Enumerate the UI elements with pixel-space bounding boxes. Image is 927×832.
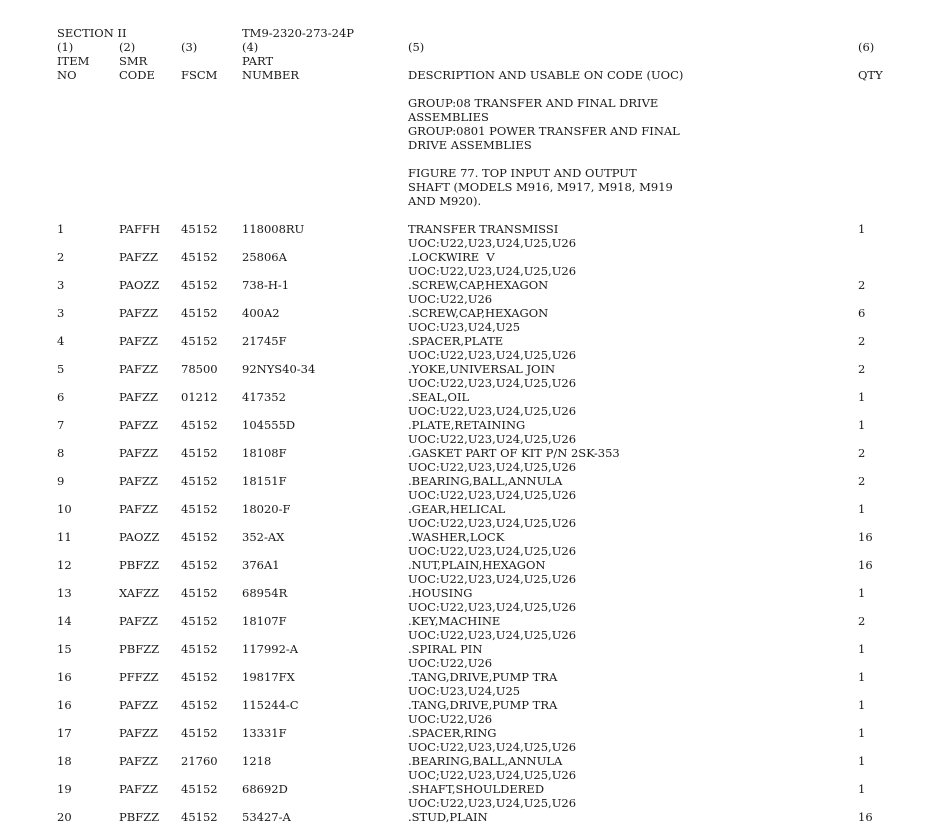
quantity: 1 (858, 222, 866, 236)
quantity: 1 (858, 390, 866, 404)
usable-on-code: UOC:U22,U26 (408, 712, 493, 726)
quantity: 2 (858, 334, 866, 348)
part-description: TRANSFER TRANSMISSI (408, 222, 559, 236)
usable-on-code: UOC:U22,U26 (408, 656, 493, 670)
smr-code: PBFZZ (119, 810, 160, 824)
fscm-code: 21760 (181, 754, 218, 768)
col-num-part: (4) (242, 40, 259, 54)
usable-on-code: UOC:U22,U23,U24,U25,U26 (408, 460, 577, 474)
quantity: 1 (858, 754, 866, 768)
usable-on-code: UOC;U22,U23,U24,U25,U26 (408, 768, 577, 782)
usable-on-code: UOC:U22,U23,U24,U25,U26 (408, 236, 577, 250)
part-number: 117992-A (242, 642, 299, 656)
fscm-code: 45152 (181, 446, 218, 460)
col-num-qty: (6) (858, 40, 875, 54)
usable-on-code: UOC:U23,U24,U25 (408, 320, 521, 334)
fscm-code: 45152 (181, 306, 218, 320)
col-num-item: (1) (57, 40, 74, 54)
part-description: .HOUSING (408, 586, 473, 600)
part-description: .YOKE,UNIVERSAL JOIN (408, 362, 556, 376)
col-head-part-number: NUMBER (242, 68, 300, 82)
quantity: 1 (858, 586, 866, 600)
smr-code: PAFZZ (119, 250, 158, 264)
part-number: 25806A (242, 250, 287, 264)
fscm-code: 45152 (181, 530, 218, 544)
part-description: .KEY,MACHINE (408, 614, 501, 628)
item-number: 8 (57, 446, 65, 460)
smr-code: PAFZZ (119, 306, 158, 320)
fscm-code: 45152 (181, 642, 218, 656)
fscm-code: 45152 (181, 278, 218, 292)
col-head-part: PART (242, 54, 274, 68)
item-number: 16 (57, 698, 72, 712)
usable-on-code: UOC:U22,U23,U24,U25,U26 (408, 516, 577, 530)
usable-on-code: UOC:U23,U24,U25 (408, 684, 521, 698)
part-description: .SCREW,CAP,HEXAGON (408, 306, 549, 320)
quantity: 6 (858, 306, 866, 320)
smr-code: PAFZZ (119, 390, 158, 404)
quantity: 16 (858, 530, 873, 544)
fscm-code: 45152 (181, 586, 218, 600)
part-number: 18108F (242, 446, 287, 460)
fscm-code: 45152 (181, 334, 218, 348)
part-number: 400A2 (242, 306, 280, 320)
part-number: 417352 (242, 390, 286, 404)
part-description: .BEARING,BALL,ANNULA (408, 754, 563, 768)
item-number: 15 (57, 642, 72, 656)
fscm-code: 45152 (181, 474, 218, 488)
smr-code: PAFZZ (119, 754, 158, 768)
part-description: .NUT,PLAIN,HEXAGON (408, 558, 546, 572)
part-number: 21745F (242, 334, 287, 348)
part-description: .STUD,PLAIN (408, 810, 488, 824)
part-description: .WASHER,LOCK (408, 530, 505, 544)
usable-on-code: UOC:U22,U23,U24,U25,U26 (408, 348, 577, 362)
item-number: 19 (57, 782, 72, 796)
quantity: 1 (858, 502, 866, 516)
smr-code: PAFFH (119, 222, 160, 236)
smr-code: PAFZZ (119, 782, 158, 796)
quantity: 16 (858, 810, 873, 824)
smr-code: PAFZZ (119, 614, 158, 628)
smr-code: PAFZZ (119, 474, 158, 488)
part-number: 115244-C (242, 698, 299, 712)
part-number: 68692D (242, 782, 288, 796)
smr-code: PBFZZ (119, 642, 160, 656)
part-number: 118008RU (242, 222, 305, 236)
col-num-smr: (2) (119, 40, 136, 54)
col-head-smr-code: CODE (119, 68, 155, 82)
smr-code: PAFZZ (119, 362, 158, 376)
item-number: 17 (57, 726, 72, 740)
fscm-code: 01212 (181, 390, 218, 404)
usable-on-code: UOC:U22,U23,U24,U25,U26 (408, 740, 577, 754)
item-number: 1 (57, 222, 65, 236)
smr-code: PAFZZ (119, 502, 158, 516)
part-number: 92NYS40-34 (242, 362, 316, 376)
fscm-code: 45152 (181, 418, 218, 432)
smr-code: PAFZZ (119, 698, 158, 712)
item-number: 10 (57, 502, 72, 516)
smr-code: PAFZZ (119, 446, 158, 460)
part-description: .SCREW,CAP,HEXAGON (408, 278, 549, 292)
part-number: 352-AX (242, 530, 285, 544)
part-description: .SPIRAL PIN (408, 642, 483, 656)
part-description: .LOCKWIRE V (408, 250, 495, 264)
col-num-fscm: (3) (181, 40, 198, 54)
quantity: 2 (858, 474, 866, 488)
smr-code: PFFZZ (119, 670, 159, 684)
usable-on-code: UOC:U22,U23,U24,U25,U26 (408, 488, 577, 502)
quantity: 2 (858, 446, 866, 460)
group-line: GROUP:08 TRANSFER AND FINAL DRIVE (408, 96, 659, 110)
usable-on-code: UOC:U22,U23,U24,U25,U26 (408, 572, 577, 586)
smr-code: PAFZZ (119, 726, 158, 740)
col-head-item-no: NO (57, 68, 77, 82)
quantity: 1 (858, 782, 866, 796)
part-description: .SPACER,PLATE (408, 334, 504, 348)
item-number: 4 (57, 334, 65, 348)
smr-code: PAFZZ (119, 334, 158, 348)
part-number: 738-H-1 (242, 278, 290, 292)
item-number: 14 (57, 614, 72, 628)
quantity: 1 (858, 698, 866, 712)
item-number: 11 (57, 530, 72, 544)
fscm-code: 45152 (181, 222, 218, 236)
part-number: 18107F (242, 614, 287, 628)
item-number: 20 (57, 810, 72, 824)
usable-on-code: UOC:U22,U23,U24,U25,U26 (408, 544, 577, 558)
col-head-qty: QTY (858, 68, 883, 82)
part-number: 53427-A (242, 810, 291, 824)
part-description: .SPACER,RING (408, 726, 497, 740)
fscm-code: 78500 (181, 362, 218, 376)
part-description: .GASKET PART OF KIT P/N 2SK-353 (408, 446, 620, 460)
group-line: DRIVE ASSEMBLIES (408, 138, 532, 152)
col-head-description: DESCRIPTION AND USABLE ON CODE (UOC) (408, 68, 684, 82)
item-number: 12 (57, 558, 72, 572)
usable-on-code: UOC:U22,U23,U24,U25,U26 (408, 432, 577, 446)
part-number: 1218 (242, 754, 272, 768)
smr-code: PAOZZ (119, 278, 160, 292)
quantity: 2 (858, 362, 866, 376)
fscm-code: 45152 (181, 250, 218, 264)
part-description: .SEAL,OIL (408, 390, 470, 404)
fscm-code: 45152 (181, 670, 218, 684)
figure-title-line: FIGURE 77. TOP INPUT AND OUTPUT (408, 166, 637, 180)
usable-on-code: UOC:U22,U23,U24,U25,U26 (408, 376, 577, 390)
item-number: 13 (57, 586, 72, 600)
quantity: 1 (858, 726, 866, 740)
part-number: 104555D (242, 418, 296, 432)
usable-on-code: UOC:U22,U26 (408, 292, 493, 306)
quantity: 1 (858, 670, 866, 684)
item-number: 2 (57, 250, 65, 264)
part-description: .BEARING,BALL,ANNULA (408, 474, 563, 488)
col-head-smr: SMR (119, 54, 148, 68)
usable-on-code: UOC:U22,U23,U24,U25,U26 (408, 404, 577, 418)
document-number: TM9-2320-273-24P (242, 26, 355, 40)
fscm-code: 45152 (181, 810, 218, 824)
quantity: 1 (858, 642, 866, 656)
fscm-code: 45152 (181, 726, 218, 740)
smr-code: PAOZZ (119, 530, 160, 544)
part-description: .TANG,DRIVE,PUMP TRA (408, 670, 558, 684)
part-description: .PLATE,RETAINING (408, 418, 526, 432)
usable-on-code: UOC:U22,U23,U24,U25,U26 (408, 264, 577, 278)
part-description: .SHAFT,SHOULDERED (408, 782, 545, 796)
part-number: 19817FX (242, 670, 295, 684)
fscm-code: 45152 (181, 614, 218, 628)
quantity: 2 (858, 614, 866, 628)
item-number: 16 (57, 670, 72, 684)
part-number: 18151F (242, 474, 287, 488)
quantity: 16 (858, 558, 873, 572)
smr-code: PAFZZ (119, 418, 158, 432)
usable-on-code: UOC:U22,U23,U24,U25,U26 (408, 796, 577, 810)
part-number: 18020-F (242, 502, 291, 516)
figure-title-line: AND M920). (408, 194, 482, 208)
quantity: 1 (858, 418, 866, 432)
part-number: 13331F (242, 726, 287, 740)
group-line: ASSEMBLIES (408, 110, 489, 124)
part-description: .TANG,DRIVE,PUMP TRA (408, 698, 558, 712)
item-number: 9 (57, 474, 65, 488)
smr-code: PBFZZ (119, 558, 160, 572)
figure-title-line: SHAFT (MODELS M916, M917, M918, M919 (408, 180, 673, 194)
item-number: 3 (57, 278, 65, 292)
quantity: 2 (858, 278, 866, 292)
item-number: 7 (57, 418, 65, 432)
item-number: 6 (57, 390, 65, 404)
smr-code: XAFZZ (119, 586, 160, 600)
fscm-code: 45152 (181, 502, 218, 516)
col-head-item: ITEM (57, 54, 90, 68)
item-number: 18 (57, 754, 72, 768)
group-line: GROUP:0801 POWER TRANSFER AND FINAL (408, 124, 680, 138)
col-num-desc: (5) (408, 40, 425, 54)
part-number: 376A1 (242, 558, 280, 572)
item-number: 3 (57, 306, 65, 320)
fscm-code: 45152 (181, 558, 218, 572)
usable-on-code: UOC:U22,U23,U24,U25,U26 (408, 600, 577, 614)
usable-on-code: UOC:U22,U23,U24,U25,U26 (408, 628, 577, 642)
fscm-code: 45152 (181, 698, 218, 712)
part-description: .GEAR,HELICAL (408, 502, 506, 516)
fscm-code: 45152 (181, 782, 218, 796)
part-number: 68954R (242, 586, 288, 600)
col-head-fscm: FSCM (181, 68, 218, 82)
section-label: SECTION II (57, 26, 127, 40)
item-number: 5 (57, 362, 65, 376)
